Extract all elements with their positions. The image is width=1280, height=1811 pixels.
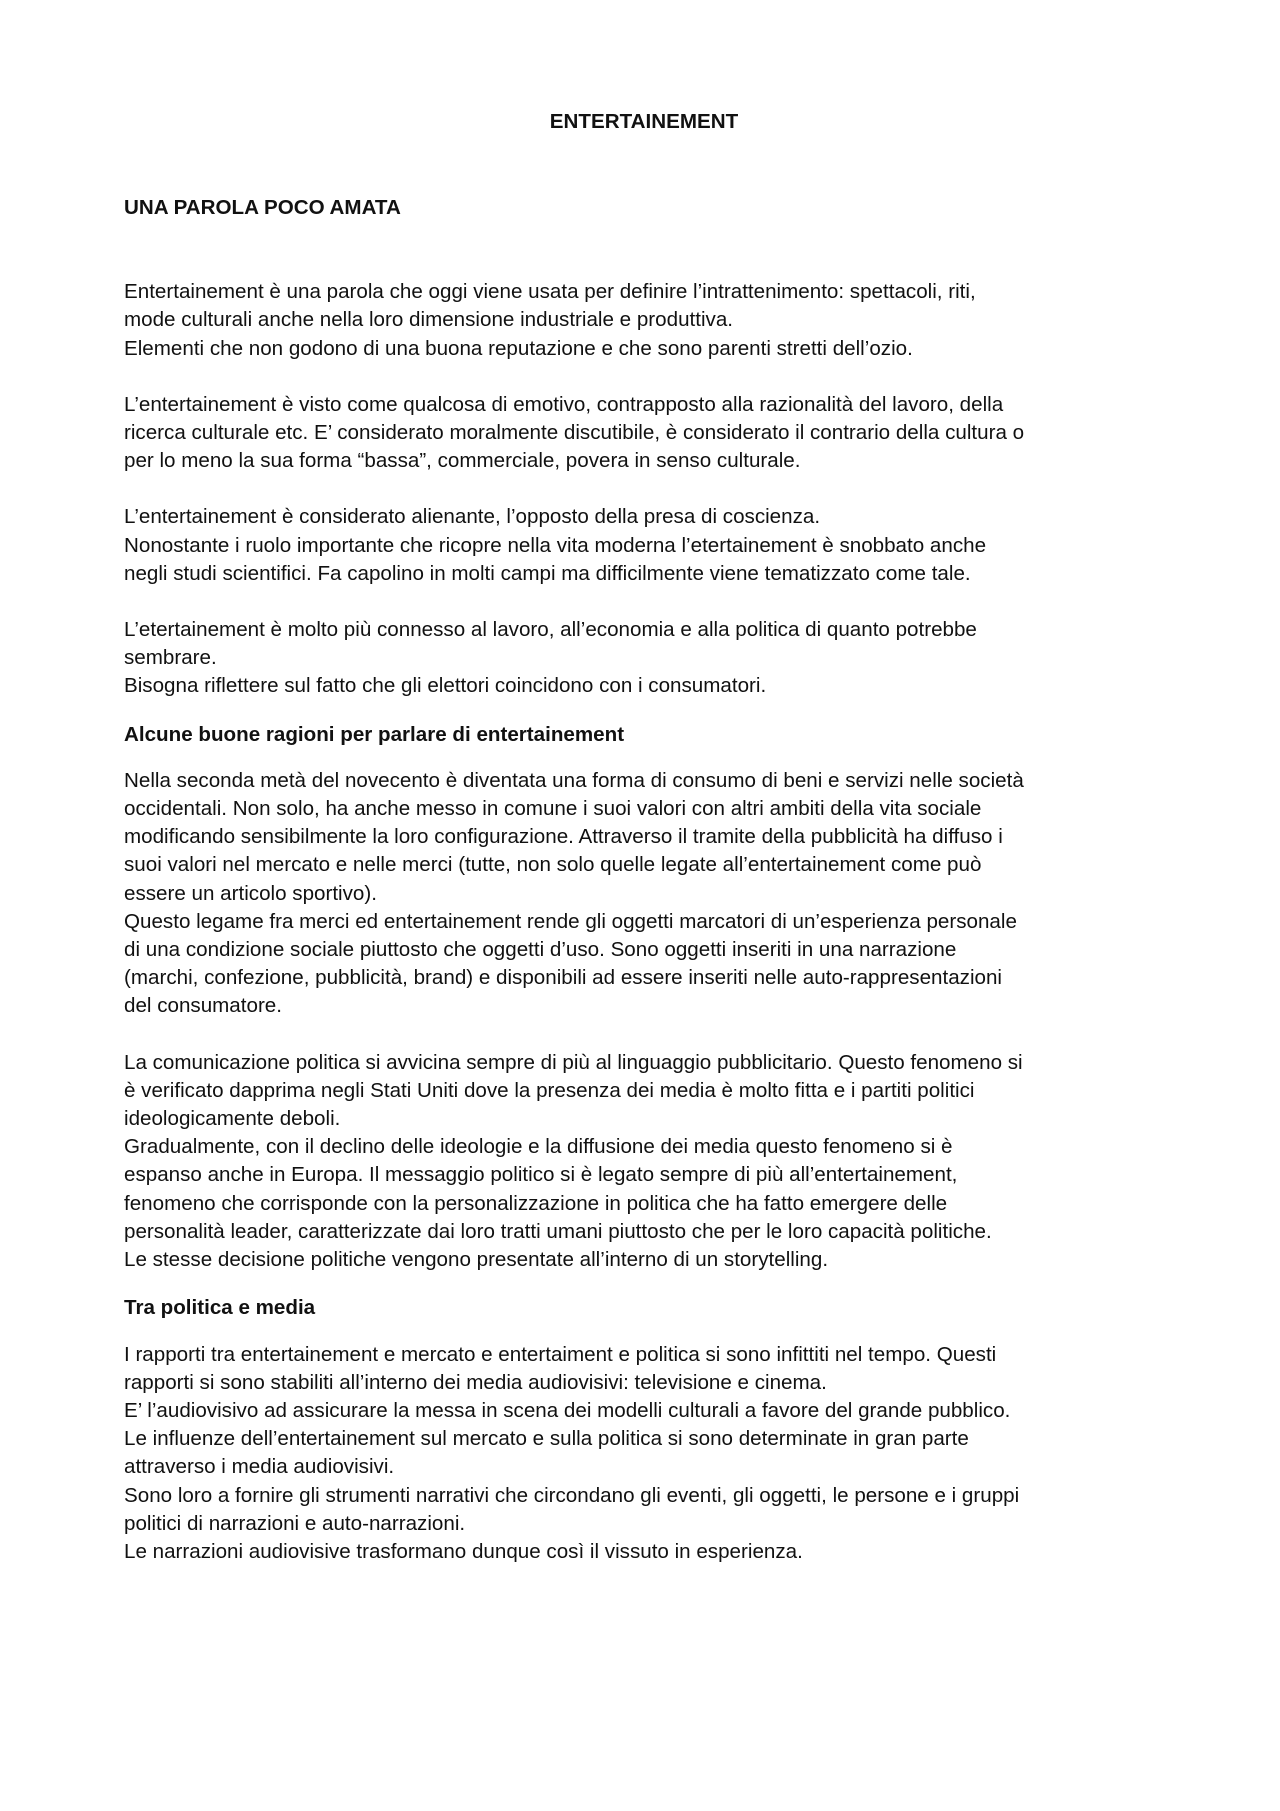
text-line: Entertainement è una parola che oggi viene usata per definire l’intrattenimento: spettacoli, riti, [124, 280, 976, 304]
section-heading-politica-media: Tra politica e media [124, 1296, 316, 1320]
text-line: Le influenze dell’entertainement sul mercato e sulla politica si sono determinate in gran parte [124, 1427, 969, 1451]
text-line: Elementi che non godono di una buona reputazione e che sono parenti stretti dell’ozio. [124, 336, 913, 360]
text-line: espanso anche in Europa. Il messaggio politico si è legato sempre di più all’entertainement, [124, 1163, 958, 1187]
text-line: ideologicamente deboli. [124, 1107, 341, 1131]
section-heading-parola: UNA PAROLA POCO AMATA [124, 196, 401, 219]
paragraph [124, 503, 1164, 588]
text-line: di una condizione sociale piuttosto che oggetti d’uso. Sono oggetti inseriti in una narrazione [124, 938, 957, 962]
paragraph [124, 616, 1164, 701]
text-line: rapporti si sono stabiliti all’interno dei media audiovisivi: televisione e cinema. [124, 1370, 827, 1394]
text-line: Nella seconda metà del novecento è diventata una forma di consumo di beni e servizi nelle società [124, 768, 1024, 792]
text-line: modificando sensibilmente la loro configurazione. Attraverso il tramite della pubblicità ha diffuso i [124, 825, 1003, 849]
text-line: (marchi, confezione, pubblicità, brand) e disponibili ad essere inseriti nelle auto-rappresentazioni [124, 966, 1003, 990]
text-line: Le stesse decisione politiche vengono presentate all’interno di un storytelling. [124, 1248, 829, 1272]
text-line: Gradualmente, con il declino delle ideologie e la diffusione dei media questo fenomeno si è [124, 1135, 953, 1159]
text-line: del consumatore. [124, 994, 282, 1018]
paragraph [124, 1049, 1164, 1275]
text-line: L’entertainement è visto come qualcosa di emotivo, contrapposto alla razionalità del lavoro, della [124, 392, 1004, 416]
paragraph [124, 391, 1164, 476]
document-title: ENTERTAINEMENT [549, 110, 739, 133]
text-line: attraverso i media audiovisivi. [124, 1455, 395, 1479]
text-line: negli studi scientifici. Fa capolino in molti campi ma difficilmente viene tematizzato come tale. [124, 561, 971, 585]
text-line: mode culturali anche nella loro dimensione industriale e produttiva. [124, 308, 734, 332]
paragraph [124, 1341, 1164, 1567]
paragraph [124, 278, 1164, 363]
section-heading-ragioni: Alcune buone ragioni per parlare di entertainement [124, 722, 625, 746]
text-line: Bisogna riflettere sul fatto che gli elettori coincidono con i consumatori. [124, 674, 767, 698]
text-line: è verificato dapprima negli Stati Uniti dove la presenza dei media è molto fitta e i partiti politici [124, 1078, 975, 1102]
text-line: L’entertainement è considerato alienante, l’opposto della presa di coscienza. [124, 505, 821, 529]
text-line: ricerca culturale etc. E’ considerato moralmente discutibile, è considerato il contrario della cultura o [124, 421, 1025, 445]
text-line: per lo meno la sua forma “bassa”, commerciale, povera in senso culturale. [124, 449, 801, 473]
document-page [124, 108, 1164, 1594]
text-line: sembrare. [124, 646, 217, 670]
text-line: essere un articolo sportivo). [124, 881, 377, 905]
text-line: I rapporti tra entertainement e mercato e entertaiment e politica si sono infittiti nel tempo. Questi [124, 1342, 997, 1366]
paragraph [124, 767, 1164, 1021]
text-line: La comunicazione politica si avvicina sempre di più al linguaggio pubblicitario. Questo fenomeno si [124, 1050, 1023, 1074]
text-line: politici di narrazioni e auto-narrazioni. [124, 1511, 466, 1535]
text-line: personalità leader, caratterizzate dai loro tratti umani piuttosto che per le loro capacità politiche. [124, 1219, 992, 1243]
text-line: Le narrazioni audiovisive trasformano dunque così il vissuto in esperienza. [124, 1539, 803, 1563]
text-line: suoi valori nel mercato e nelle merci (tutte, non solo quelle legate all’entertainement come può [124, 853, 982, 877]
text-line: L’etertainement è molto più connesso al lavoro, all’economia e alla politica di quanto potrebbe [124, 618, 977, 642]
text-line: occidentali. Non solo, ha anche messo in comune i suoi valori con altri ambiti della vita sociale [124, 797, 982, 821]
text-line: Questo legame fra merci ed entertainement rende gli oggetti marcatori di un’esperienza personale [124, 909, 1017, 933]
text-line: Nonostante i ruolo importante che ricopre nella vita moderna l’etertainement è snobbato anche [124, 533, 987, 557]
text-line: fenomeno che corrisponde con la personalizzazione in politica che ha fatto emergere delle [124, 1191, 948, 1215]
text-line: E’ l’audiovisivo ad assicurare la messa in scena dei modelli culturali a favore del grande pubblico. [124, 1398, 1011, 1422]
text-line: Sono loro a fornire gli strumenti narrativi che circondano gli eventi, gli oggetti, le persone e i gruppi [124, 1483, 1020, 1507]
